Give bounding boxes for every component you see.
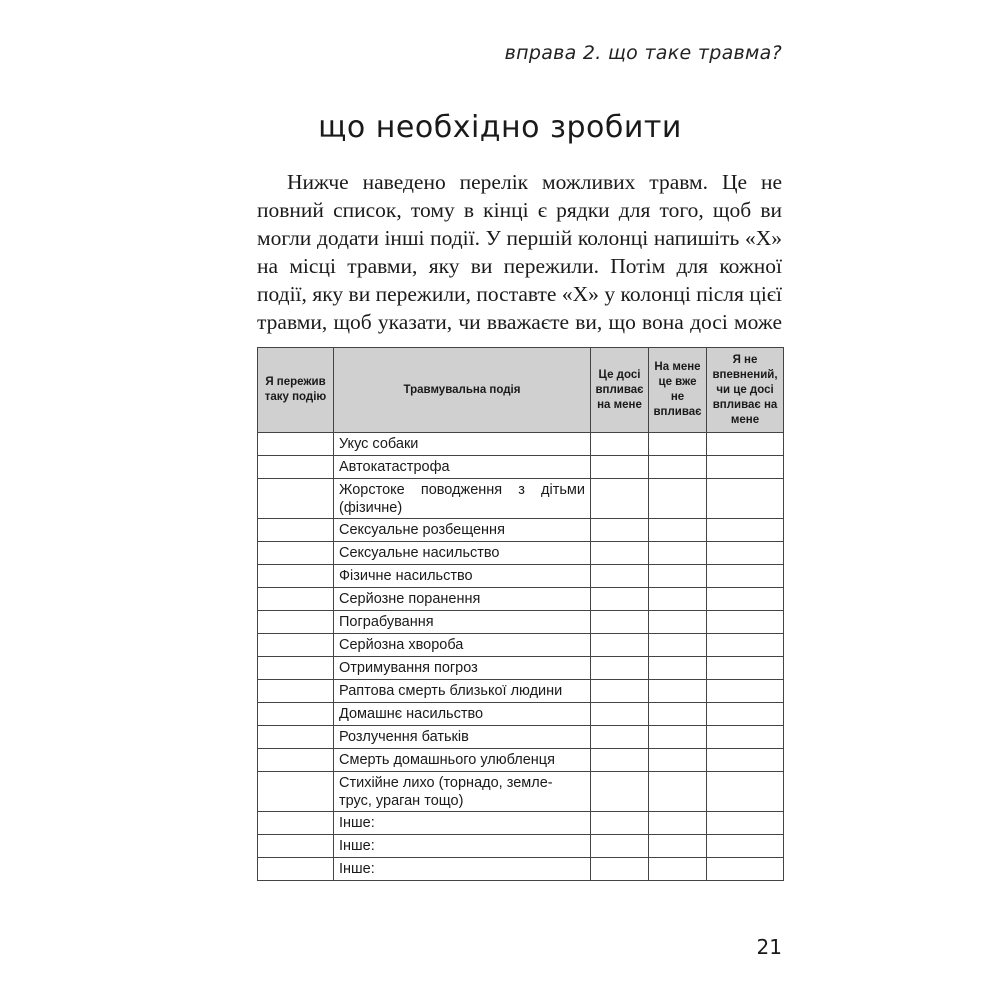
no-longer-affects-cell[interactable] [649,565,707,588]
table-header-row [258,348,784,433]
event-name-cell: Сексуальне насильство [334,542,591,565]
still-affects-cell[interactable] [591,812,649,835]
no-longer-affects-cell[interactable] [649,680,707,703]
still-affects-cell[interactable] [591,835,649,858]
not-sure-cell[interactable] [707,565,784,588]
event-name-cell: Фізичне насильство [334,565,591,588]
event-name-cell: Укус собаки [334,433,591,456]
still-affects-cell[interactable] [591,657,649,680]
event-name-cell: Смерть домашнього улюбленця [334,749,591,772]
trauma-events-table [257,347,784,881]
experienced-cell[interactable] [258,456,334,479]
table-row [258,588,784,611]
experienced-cell[interactable] [258,726,334,749]
experienced-cell[interactable] [258,634,334,657]
experienced-cell[interactable] [258,542,334,565]
section-title: що необхідно зробити [318,110,682,145]
not-sure-cell[interactable] [707,542,784,565]
header-experienced: Я пережив таку подію [258,348,334,433]
not-sure-cell[interactable] [707,657,784,680]
not-sure-cell[interactable] [707,611,784,634]
table-row [258,680,784,703]
still-affects-cell[interactable] [591,456,649,479]
event-name-cell: Інше: [334,858,591,881]
still-affects-cell[interactable] [591,680,649,703]
not-sure-cell[interactable] [707,749,784,772]
no-longer-affects-cell[interactable] [649,726,707,749]
not-sure-cell[interactable] [707,772,784,812]
header-no-longer-affects: На мене це вже не впливає [649,348,707,433]
table-row [258,858,784,881]
still-affects-cell[interactable] [591,542,649,565]
event-name-cell: Пограбування [334,611,591,634]
event-name-cell: Раптова смерть близької людини [334,680,591,703]
table-row [258,479,784,519]
no-longer-affects-cell[interactable] [649,812,707,835]
table-row [258,542,784,565]
no-longer-affects-cell[interactable] [649,634,707,657]
experienced-cell[interactable] [258,772,334,812]
experienced-cell[interactable] [258,611,334,634]
no-longer-affects-cell[interactable] [649,519,707,542]
not-sure-cell[interactable] [707,588,784,611]
table-row [258,433,784,456]
experienced-cell[interactable] [258,433,334,456]
experienced-cell[interactable] [258,835,334,858]
still-affects-cell[interactable] [591,479,649,519]
table-row [258,812,784,835]
experienced-cell[interactable] [258,812,334,835]
page-number: 21 [756,935,782,959]
table-row [258,611,784,634]
not-sure-cell[interactable] [707,519,784,542]
experienced-cell[interactable] [258,479,334,519]
event-name-cell: Стихійне лихо (торнадо, земле-трус, ураган тощо) [334,772,591,812]
event-name-cell: Жорстоке поводження з дітьми (фізичне) [334,479,591,519]
experienced-cell[interactable] [258,749,334,772]
still-affects-cell[interactable] [591,858,649,881]
still-affects-cell[interactable] [591,749,649,772]
event-name-cell: Автокатастрофа [334,456,591,479]
table-row [258,726,784,749]
not-sure-cell[interactable] [707,456,784,479]
table-row [258,657,784,680]
no-longer-affects-cell[interactable] [649,611,707,634]
table-row [258,519,784,542]
not-sure-cell[interactable] [707,812,784,835]
still-affects-cell[interactable] [591,565,649,588]
event-name-cell: Інше: [334,835,591,858]
event-name-cell: Домашнє насильство [334,703,591,726]
event-name-cell: Розлучення батьків [334,726,591,749]
experienced-cell[interactable] [258,680,334,703]
not-sure-cell[interactable] [707,479,784,519]
not-sure-cell[interactable] [707,680,784,703]
running-head: вправа 2. що таке травма? [504,42,782,64]
not-sure-cell[interactable] [707,634,784,657]
header-event: Травмувальна подія [334,348,591,433]
no-longer-affects-cell[interactable] [649,542,707,565]
no-longer-affects-cell[interactable] [649,588,707,611]
no-longer-affects-cell[interactable] [649,835,707,858]
no-longer-affects-cell[interactable] [649,772,707,812]
event-name-cell: Інше: [334,812,591,835]
still-affects-cell[interactable] [591,611,649,634]
intro-paragraph: Нижче наведено перелік можливих травм. Це не повний список, тому в кінці є рядки для того, щоб ви могли додати інші події. У першій колонці напишіть «Х» на місці травми, яку ви пережили. Потім для кожної події, яку ви пережили, поставте «Х» у колонці після цієї травми, щоб указати, чи вважаєте ви, що вона досі може [257,170,782,334]
no-longer-affects-cell[interactable] [649,858,707,881]
experienced-cell[interactable] [258,588,334,611]
experienced-cell[interactable] [258,657,334,680]
experienced-cell[interactable] [258,703,334,726]
table-row [258,835,784,858]
still-affects-cell[interactable] [591,519,649,542]
not-sure-cell[interactable] [707,858,784,881]
not-sure-cell[interactable] [707,433,784,456]
experienced-cell[interactable] [258,565,334,588]
table-row [258,456,784,479]
header-still-affects: Це досі впливає на мене [591,348,649,433]
no-longer-affects-cell[interactable] [649,703,707,726]
still-affects-cell[interactable] [591,726,649,749]
no-longer-affects-cell[interactable] [649,749,707,772]
not-sure-cell[interactable] [707,703,784,726]
experienced-cell[interactable] [258,858,334,881]
event-name-cell: Серйозна хвороба [334,634,591,657]
no-longer-affects-cell[interactable] [649,657,707,680]
no-longer-affects-cell[interactable] [649,433,707,456]
still-affects-cell[interactable] [591,433,649,456]
table-row [258,772,784,812]
still-affects-cell[interactable] [591,703,649,726]
table-row [258,634,784,657]
no-longer-affects-cell[interactable] [649,479,707,519]
not-sure-cell[interactable] [707,835,784,858]
still-affects-cell[interactable] [591,772,649,812]
header-not-sure: Я не впевнений, чи це досі впливає на мене [707,348,784,433]
no-longer-affects-cell[interactable] [649,456,707,479]
table-row [258,749,784,772]
event-name-cell: Серйозне поранення [334,588,591,611]
still-affects-cell[interactable] [591,634,649,657]
experienced-cell[interactable] [258,519,334,542]
table-row [258,703,784,726]
still-affects-cell[interactable] [591,588,649,611]
not-sure-cell[interactable] [707,726,784,749]
table-row [258,565,784,588]
event-name-cell: Отримування погроз [334,657,591,680]
event-name-cell: Сексуальне розбещення [334,519,591,542]
